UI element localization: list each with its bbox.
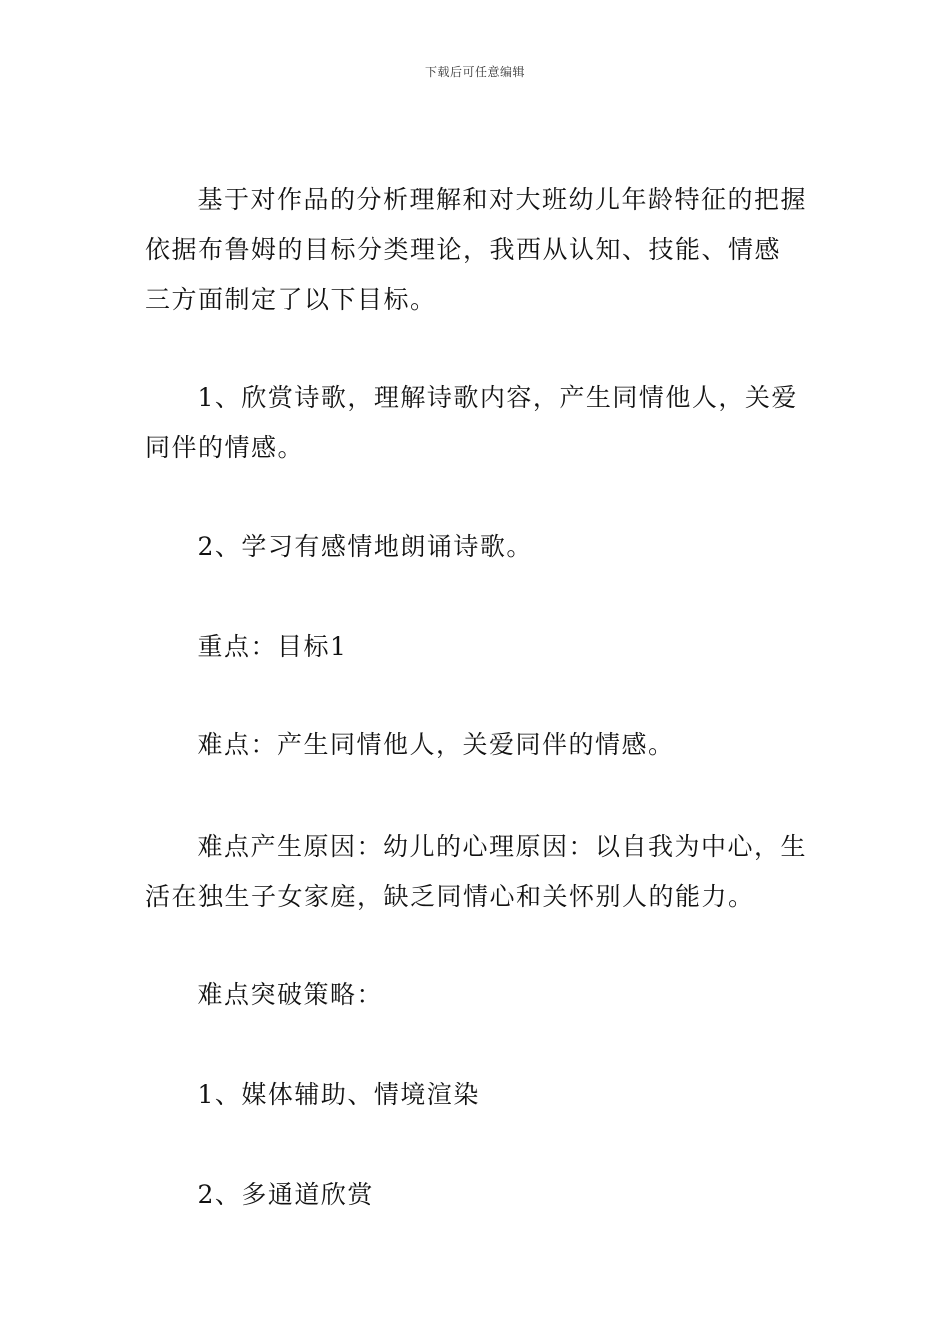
paragraph-text: 1、媒体辅助、情境渲染: [197, 1080, 480, 1109]
paragraph-goal-2: [145, 522, 807, 572]
paragraph-difficulty-cause: [145, 822, 807, 922]
paragraph-key-point: [145, 622, 807, 672]
paragraph-text: 难点突破策略：: [197, 980, 384, 1009]
paragraph-text: 基于对作品的分析理解和对大班幼儿年龄特征的把握依据布鲁姆的目标分类理论，我西从认知、技能、情感三方面制定了以下目标。: [145, 185, 808, 314]
paragraph-text: 重点：目标1: [197, 632, 348, 661]
paragraph-text: 1、欣赏诗歌，理解诗歌内容，产生同情他人，关爱同伴的情感。: [145, 383, 798, 462]
page-header: 下载后可任意编辑: [424, 65, 525, 79]
paragraph-strategy-2: [145, 1170, 807, 1220]
paragraph-strategy-1: [145, 1070, 807, 1120]
paragraph-intro: [145, 175, 807, 325]
paragraph-text: 难点产生原因：幼儿的心理原因：以自我为中心，生活在独生子女家庭，缺乏同情心和关怀别人的能力。: [145, 832, 808, 911]
paragraph-goal-1: [145, 373, 807, 473]
paragraph-strategy-heading: [145, 970, 807, 1020]
paragraph-difficulty: [145, 720, 807, 770]
paragraph-text: 2、多通道欣赏: [197, 1180, 374, 1209]
paragraph-text: 难点：产生同情他人，关爱同伴的情感。: [197, 730, 675, 759]
paragraph-text: 2、学习有感情地朗诵诗歌。: [197, 532, 533, 561]
